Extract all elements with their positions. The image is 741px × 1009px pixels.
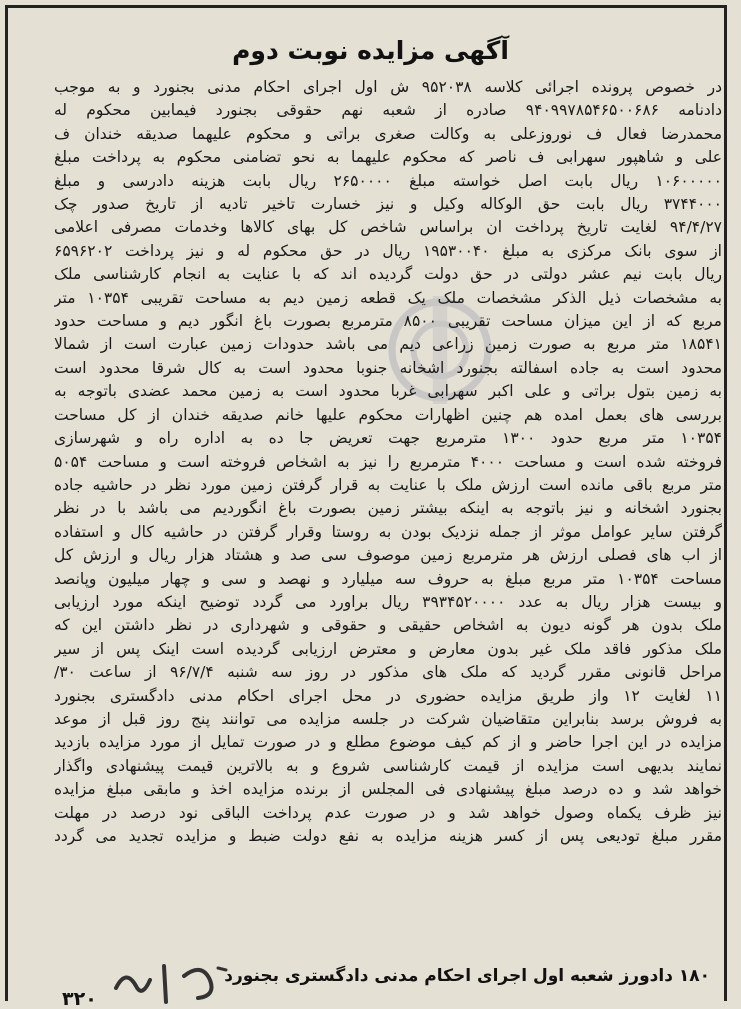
body-line: ملک بدون هر گونه دیون به اشخاص حقیقی و حقوقی و شهرداری در نظر داشتن این که	[54, 616, 722, 635]
body-line: و بیست هزار ریال به عدد ۳۹۳۴۵۲۰۰۰۰ ریال براورد می گردد توضیح اینکه مورد ارزیابی	[54, 592, 722, 611]
announcement-body	[54, 76, 722, 848]
body-line: نمایند بدیهی است مزایده از قیمت کارشناسی شروع و به بالاترین قیمت پیشنهادی واگذار	[54, 756, 722, 775]
body-line: به مشخصات ذیل الذکر مشخصات ملک یک قطعه زمین دیم به مساحت تقریبی ۱۰۳۵۴ متر	[54, 288, 722, 307]
body-line: ۱۰۳۵۴ متر مربع حدود ۱۳۰۰ مترمربع جهت تعریض جا ده به اداره راه و شهرسازی	[54, 429, 722, 448]
body-line: علی و شاهپور سهرابی ف ناصر که محکوم علیهما به نحو تضامنی محکوم به پرداخت مبلغ	[54, 148, 722, 167]
body-line: متر مربع باقی مانده است ارزش ملک با عنایت به قرار گرفتن زمین مورد نظر در حاشیه جاده	[54, 475, 722, 494]
body-line: ۳۷۴۴۰۰۰ ریال بابت حق الوکاله وکیل و نیز خسارت تاخیر تادیه از تاریخ صدور چک	[54, 195, 722, 214]
body-line: خواهد شد و ده درصد مبلغ پیشنهادی فی المجلس از برنده مزایده اخذ و مابقی مبلغ مزایده	[54, 780, 722, 799]
body-line: بررسی های بعمل امده هم چنین اظهارات محکوم علیها خانم صدیقه خندان از کل مساحت	[54, 405, 722, 424]
body-line: مقرر مبلغ تودیعی پس از کسر هزینه مزایده به نفع دولت ضبط و مزایده تجدید می گردد	[54, 827, 722, 845]
signature-line: ۱۸۰ دادورز شعبه اول اجرای احکام مدنی دادگستری بجنورد	[224, 966, 710, 986]
body-line: محدود است به جاده اسفالته بجنورد اشخانه جنوبا محدود است به کال شرقا محدود است	[54, 358, 722, 377]
body-line: از اب های فصلی ارزش هر مترمربع زمین موصوف سی صد و هشتاد هزار ریال و ارزش کل	[54, 546, 722, 565]
body-line: در خصوص پرونده اجرائی کلاسه ۹۵۲۰۳۸ ش اول اجرای احکام مدنی بجنورد و به موجب	[54, 78, 722, 96]
body-line: فروخته شده است و مساحت ۴۰۰۰ مترمربع را نیز به اشخاص فروخته است و مساحت ۵۰۵۴	[54, 452, 722, 471]
body-line: نیز ظرف یکماه وصول خواهد شد و در صورت عدم پرداخت الباقی نود درصد در مهلت	[54, 803, 722, 822]
body-line: ملک مذکور فاقد ملک غیر بدون معارض و معترض ارزیابی گردیده است اینک پس از سیر	[54, 639, 722, 658]
body-line: محمدرضا فعال ف نوروزعلی به وکالت صغری براتی و محکوم علیهما صدیقه خندان ف	[54, 124, 722, 143]
announcement-title: آگهی مزایده نوبت دوم	[232, 36, 509, 65]
body-line: مربع که از این میزان مساحت تقریبی ۸۵۰۰ مترمربع بصورت باغ انگور دیم و مساحت حدود	[54, 312, 722, 331]
handwritten-number-icon	[106, 958, 236, 1008]
body-line: مساحت ۱۰۳۵۴ متر مربع مبلغ به حروف سه میلیارد و نهصد و سی و چهار میلیون وپانصد	[54, 569, 722, 588]
body-line: مزایده در این اجرا حاضر و از کم کیف موضوع مطلع و در صورت تمایل از مورد مزایده بازدید	[54, 733, 722, 752]
body-line: ۹۴/۴/۲۷ لغایت تاریخ پرداخت ان براساس شاخص کل بهای کالاها وخدمات مصرفی اعلامی	[54, 218, 722, 237]
body-line: ۱۱ لغایت ۱۲ واز طریق مزایده حضوری در محل اجرای احکام مدنی دادگستری بجنورد	[54, 686, 722, 705]
body-line: ۱۰۶۰۰۰۰۰ ریال بابت اصل خواسته مبلغ ۲۶۵۰۰۰۰ ریال بابت هزینه دادرسی و مبلغ	[54, 171, 722, 190]
body-line: مراحل قانونی مقرر گردید که ملک های مذکور در روز سه شنبه ۹۶/۷/۴ از ساعت ۳۰/	[54, 663, 722, 682]
body-line: از سوی بانک مرکزی به مبلغ ۱۹۵۳۰۰۴۰ ریال در حق محکوم له و نیز پرداخت ۶۵۹۶۲۰۲	[54, 241, 722, 260]
body-line: گرفتن سایر عوامل موثر از جمله نزدیک بودن به روستا وقرار گرفتن در حاشیه کال و استفاده	[54, 522, 722, 541]
body-line: به فروش برسد بنابراین متقاضیان شرکت در جلسه مزایده می توانند پنج روز قبل از موعد	[54, 709, 722, 728]
body-line: دادنامه ۹۴۰۹۹۷۸۵۴۶۵۰۰۶۸۶ صادره از شعبه نهم حقوقی بجنورد فیمابین محکوم له	[54, 101, 722, 120]
body-line: ریال بابت نیم عشر دولتی در حق دولت گردیده اند که با عنایت به انجام کارشناسی ملک	[54, 265, 722, 284]
body-line: به زمین بتول براتی و علی اکبر سهرابی غربا محدود است به زمین محمد عضدی باتوجه به	[54, 382, 722, 401]
page-number: ۳۲۰	[62, 988, 97, 1009]
body-line: ۱۸۵۴۱ متر مربع به صورت زمین زراعی دیم می باشد حدودات زمین عبارت است از شمالا	[54, 335, 722, 354]
body-line: بجنورد اشخانه و نیز باتوجه به اینکه بیشتر زمین بصورت باغ انگوردیم می باشد با در نظر	[54, 499, 722, 518]
